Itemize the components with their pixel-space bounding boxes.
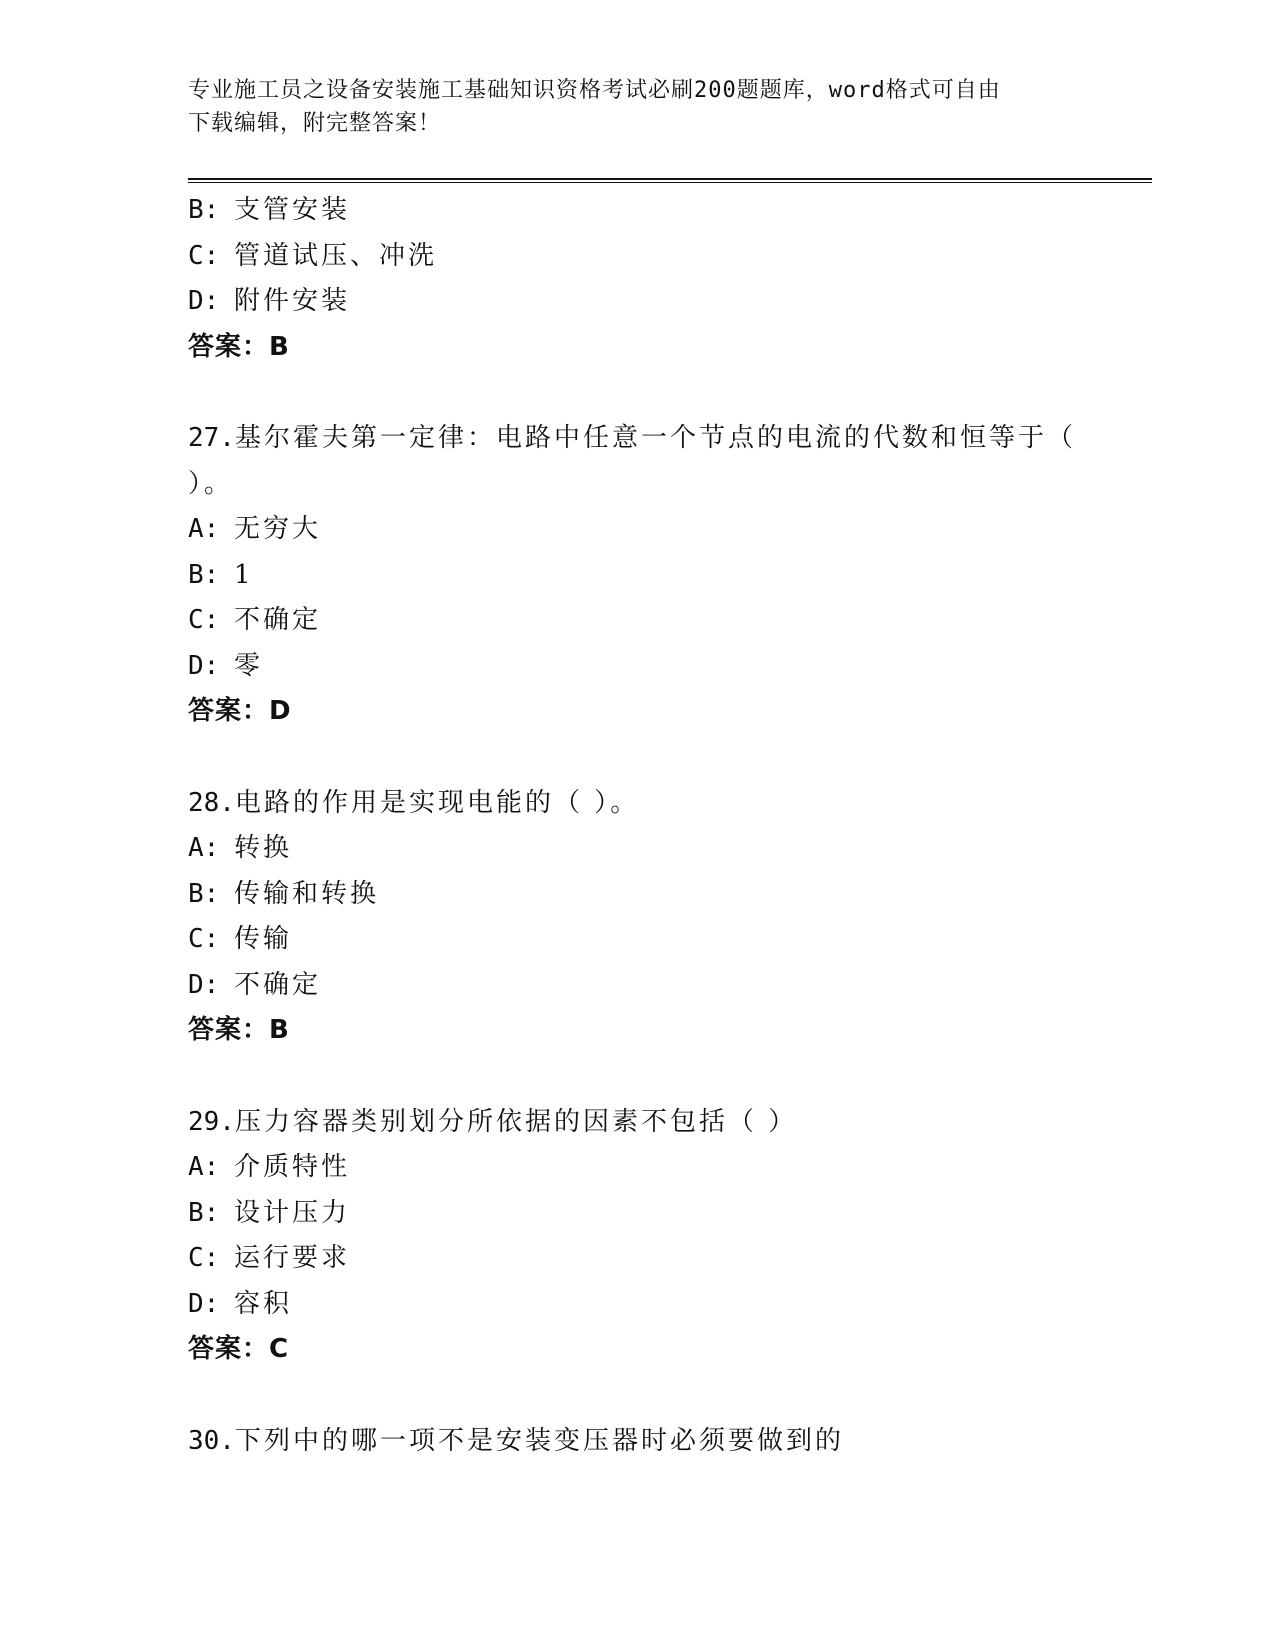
option-c [188, 598, 1088, 644]
option-label: B: [188, 1197, 220, 1228]
question-text: 下列中的哪一项不是安装变压器时必须要做到的 [234, 1425, 844, 1456]
option-text: 运行要求 [234, 1243, 351, 1273]
question-28 [188, 781, 1088, 1054]
option-d [188, 644, 1088, 690]
option-text: 无穷大 [234, 514, 322, 544]
answer-line: 答案：D [188, 696, 292, 726]
question-text: 基尔霍夫第一定律：电路中任意一个节点的电流的代数和恒等于（ [234, 423, 1076, 453]
question-29 [188, 1100, 1088, 1373]
option-text: 1 [234, 559, 254, 590]
question-content [188, 188, 1088, 1464]
question-stem [188, 1100, 1088, 1146]
answer-line: 答案：B [188, 331, 290, 362]
option-label: D: [188, 286, 220, 316]
option-text: 管道试压、冲洗 [234, 240, 438, 271]
option-label: B: [188, 559, 220, 590]
option-b [188, 553, 1088, 599]
option-text: 容积 [234, 1288, 293, 1319]
header-divider [188, 178, 1152, 183]
question-stem [188, 416, 1088, 462]
question-number: 30. [188, 1425, 235, 1456]
option-b [188, 872, 1088, 918]
answer-line: 答案：C [188, 1334, 290, 1364]
option-label: B: [188, 878, 220, 909]
option-a [188, 507, 1088, 553]
option-b [188, 188, 1088, 234]
option-label: D: [188, 969, 220, 1000]
spacer [188, 735, 1088, 781]
option-label: D: [188, 650, 220, 681]
option-text: 转换 [234, 833, 293, 863]
option-label: C: [188, 1243, 220, 1273]
spacer [188, 1054, 1088, 1100]
question-27 [188, 416, 1088, 735]
document-header [188, 74, 1068, 140]
option-d [188, 963, 1088, 1009]
option-c [188, 1236, 1088, 1282]
option-text: 附件安装 [234, 286, 351, 316]
header-line-2: 下载编辑，附完整答案！ [188, 111, 442, 136]
option-label: A: [188, 1152, 220, 1182]
spacer [188, 370, 1088, 416]
question-stem-continuation: ）。 [188, 468, 234, 499]
option-text: 介质特性 [234, 1152, 351, 1182]
question-30 [188, 1419, 1088, 1465]
header-line-1: 专业施工员之设备安装施工基础知识资格考试必刷200题题库，word格式可自由 [188, 78, 1001, 103]
option-text: 零 [234, 650, 264, 681]
answer-line: 答案：B [188, 1015, 290, 1045]
option-label: A: [188, 514, 220, 544]
option-label: D: [188, 1288, 220, 1319]
option-label: C: [188, 924, 220, 954]
option-label: A: [188, 833, 220, 863]
option-d [188, 279, 1088, 325]
question-number: 27. [188, 423, 235, 453]
question-stem [188, 781, 1088, 827]
question-text: 电路的作用是实现电能的（ ）。 [234, 787, 640, 818]
question-text: 压力容器类别划分所依据的因素不包括（ ） [234, 1106, 798, 1137]
option-text: 支管安装 [234, 195, 351, 225]
option-text: 传输和转换 [234, 878, 380, 909]
previous-question-tail [188, 188, 1088, 370]
option-label: C: [188, 605, 220, 635]
option-c [188, 234, 1088, 280]
option-d [188, 1282, 1088, 1328]
option-label: C: [188, 240, 220, 271]
question-stem [188, 1419, 1088, 1465]
option-text: 不确定 [234, 969, 322, 1000]
option-text: 设计压力 [234, 1197, 351, 1228]
option-c [188, 917, 1088, 963]
option-text: 不确定 [234, 605, 322, 635]
option-label: B: [188, 195, 220, 225]
spacer [188, 1373, 1088, 1419]
option-a [188, 826, 1088, 872]
question-number: 29. [188, 1106, 235, 1137]
option-b [188, 1191, 1088, 1237]
question-number: 28. [188, 787, 235, 818]
option-a [188, 1145, 1088, 1191]
option-text: 传输 [234, 924, 293, 954]
